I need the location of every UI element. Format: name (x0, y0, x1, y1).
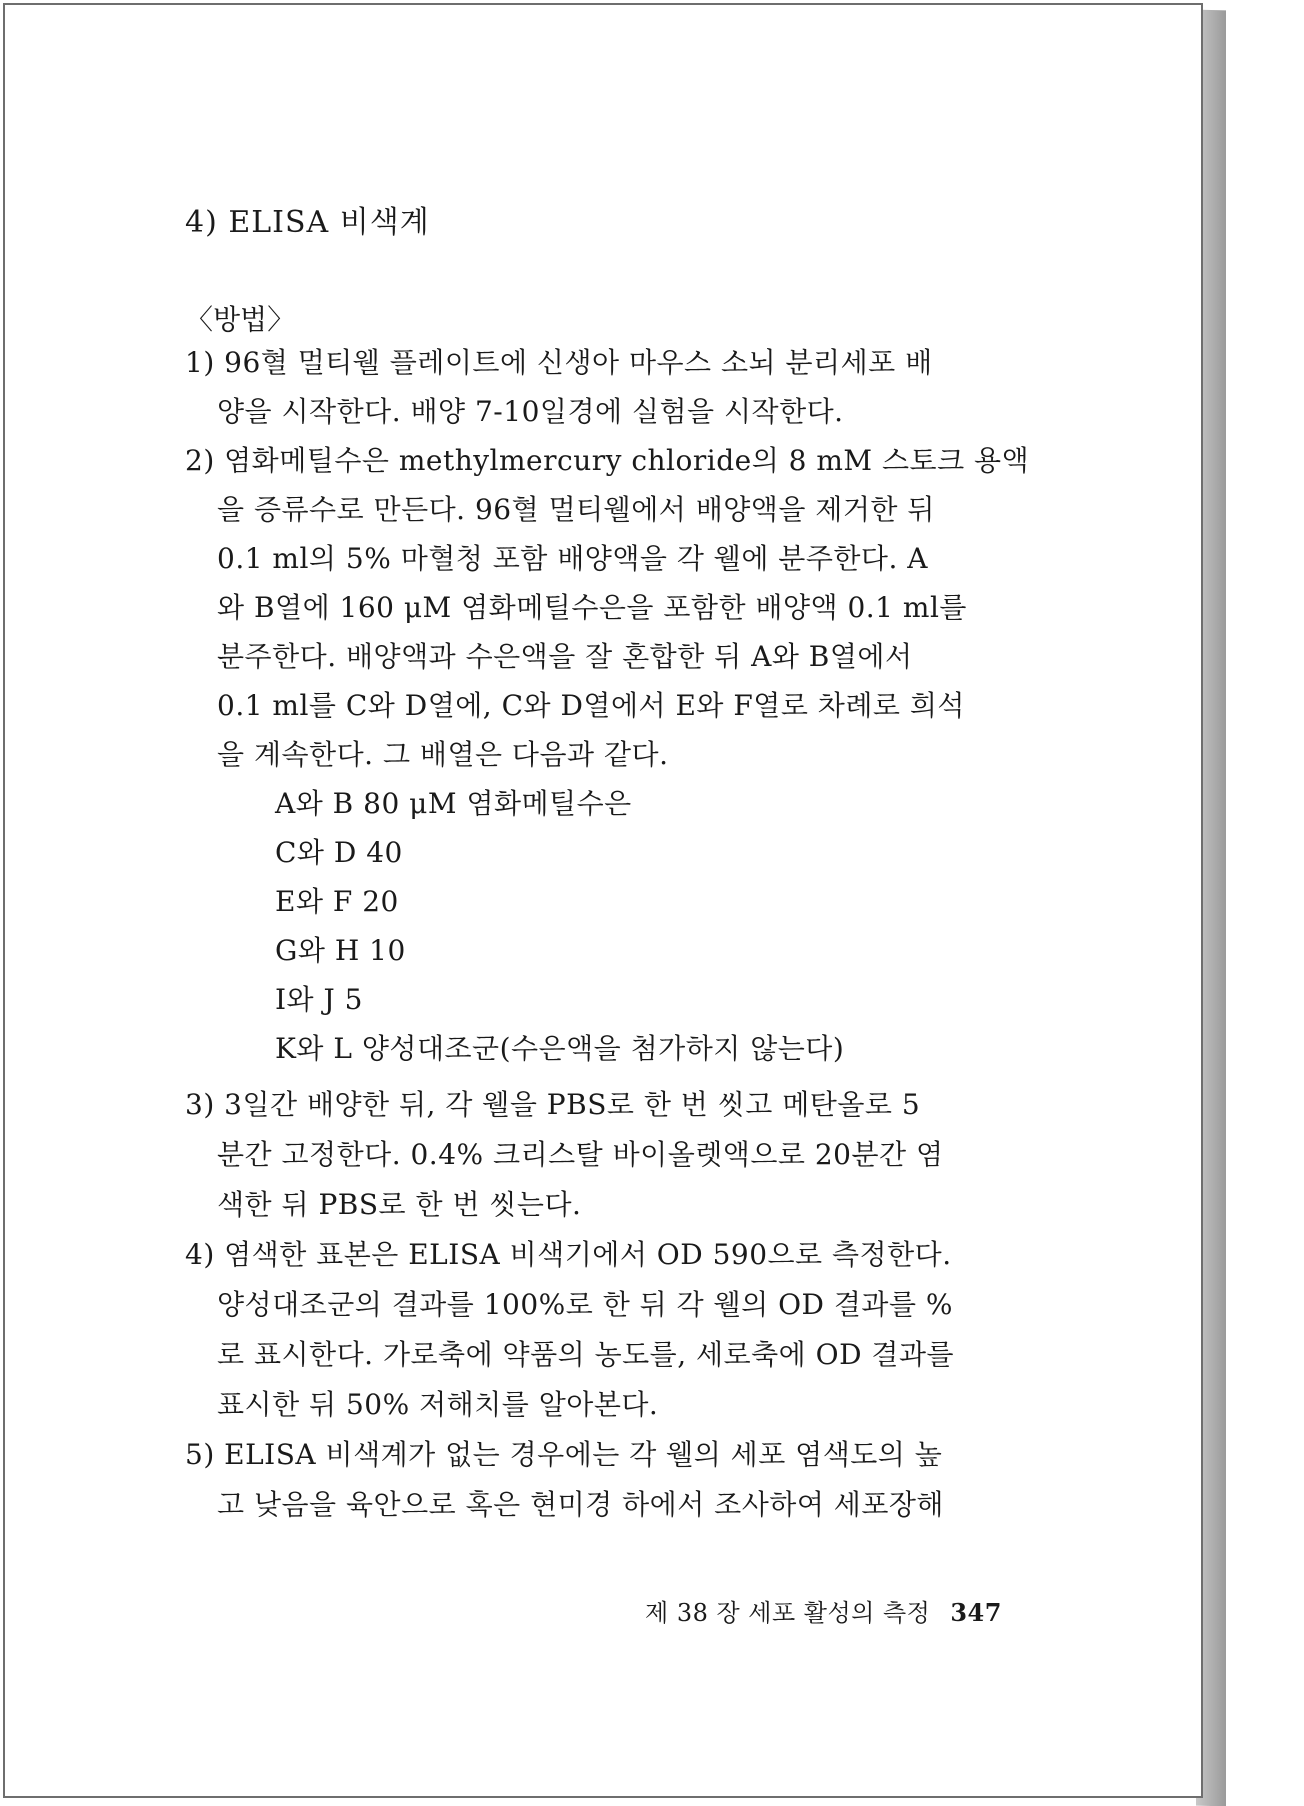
text-line: 0.1 ml의 5% 마혈청 포함 배양액을 각 웰에 분주한다. A (217, 542, 928, 575)
text-line: 5) ELISA 비색계가 없는 경우에는 각 웰의 세포 염색도의 높 (185, 1438, 943, 1471)
text-line: 2) 염화메틸수은 methylmercury chloride의 8 mM 스토크 용액 (185, 444, 1030, 477)
text-line: 로 표시한다. 가로축에 약품의 농도를, 세로축에 OD 결과를 (217, 1338, 955, 1371)
series-row: K와 L 양성대조군(수은액을 첨가하지 않는다) (275, 1032, 845, 1065)
text-line: 색한 뒤 PBS로 한 번 씻는다. (217, 1188, 582, 1221)
series-row: A와 B 80 μM 염화메틸수은 (275, 787, 632, 820)
text-line: 고 낮음을 육안으로 혹은 현미경 하에서 조사하여 세포장해 (217, 1488, 944, 1521)
series-row: G와 H 10 (275, 934, 406, 967)
text-line: 3) 3일간 배양한 뒤, 각 웰을 PBS로 한 번 씻고 메탄올로 5 (185, 1088, 921, 1121)
text-line: 1) 96혈 멀티웰 플레이트에 신생아 마우스 소뇌 분리세포 배 (185, 346, 933, 379)
text-line: 4) 염색한 표본은 ELISA 비색기에서 OD 590으로 측정한다. (185, 1238, 952, 1271)
series-row: E와 F 20 (275, 885, 399, 918)
book-page (3, 3, 1203, 1798)
text-line: 양을 시작한다. 배양 7-10일경에 실험을 시작한다. (217, 395, 844, 428)
text-line: 0.1 ml를 C와 D열에, C와 D열에서 E와 F열로 차례로 희석 (217, 689, 965, 722)
text-line: 분주한다. 배양액과 수은액을 잘 혼합한 뒤 A와 B열에서 (217, 640, 913, 673)
series-row: C와 D 40 (275, 836, 403, 869)
text-line: 을 계속한다. 그 배열은 다음과 같다. (217, 738, 669, 771)
page-number: 347 (950, 1598, 1002, 1627)
text-line: 분간 고정한다. 0.4% 크리스탈 바이올렛액으로 20분간 염 (217, 1138, 944, 1171)
section-heading: 4) ELISA 비색계 (185, 205, 430, 240)
series-row: I와 J 5 (275, 983, 363, 1016)
text-line: 을 증류수로 만든다. 96혈 멀티웰에서 배양액을 제거한 뒤 (217, 493, 935, 526)
running-footer (645, 1593, 1002, 1628)
method-label: 〈방법〉 (185, 303, 296, 336)
text-line: 양성대조군의 결과를 100%로 한 뒤 각 웰의 OD 결과를 % (217, 1288, 954, 1321)
text-line: 표시한 뒤 50% 저해치를 알아본다. (217, 1388, 659, 1421)
chapter-title: 제 38 장 세포 활성의 측정 (645, 1599, 931, 1627)
text-line: 와 B열에 160 μM 염화메틸수은을 포함한 배양액 0.1 ml를 (217, 591, 967, 624)
